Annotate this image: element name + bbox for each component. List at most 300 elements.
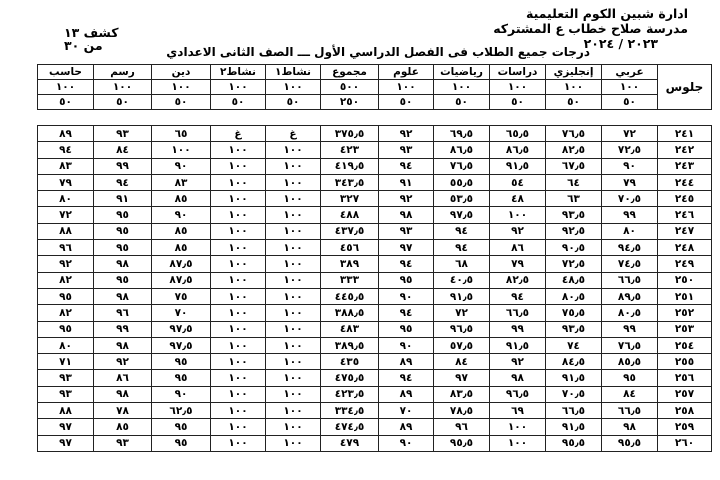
grade-cell: ٩٥ [379, 321, 434, 337]
grade-cell: ٨٢ [38, 272, 94, 288]
grade-cell: ٩٤ [94, 174, 152, 190]
student-row [38, 174, 712, 190]
academic-year: ٢٠٢٣ / ٢٠٢٤ [583, 36, 658, 51]
subject-header: إنجليزي [546, 65, 602, 80]
grade-cell: ١٠٠ [211, 191, 266, 207]
grade-cell: ٩٠ [152, 158, 211, 174]
grade-cell: ٣٣٤٫٥ [321, 403, 379, 419]
grade-cell: ٩٦ [94, 305, 152, 321]
grade-cell: ٩٥٫٥ [602, 435, 658, 451]
grade-cell: ٤٢٣٫٥ [321, 386, 379, 402]
grade-cell: ٧٥٫٥ [546, 305, 602, 321]
grade-cell: ١٠٠ [266, 403, 321, 419]
grade-cell: ٤٨ [490, 191, 546, 207]
seat-number-cell: ٢٥٢ [658, 305, 712, 321]
document-title: درجات جميع الطلاب فى الفصل الدراسي الأول ـــ الصف الثانى الاعدادي [166, 45, 590, 59]
grade-cell: ٩٥ [152, 435, 211, 451]
seat-number-cell: ٢٤٩ [658, 256, 712, 272]
grade-cell: ٩٠ [379, 288, 434, 304]
grade-cell: ٩٧٫٥ [434, 207, 490, 223]
grade-cell: ٧٩ [38, 174, 94, 190]
grade-cell: ١٠٠ [211, 142, 266, 158]
grade-cell: ٤٧٤٫٥ [321, 419, 379, 435]
grade-cell: ٩٠ [152, 386, 211, 402]
grade-cell: ٩٤ [379, 256, 434, 272]
grade-cell: ١٠٠ [211, 354, 266, 370]
grade-cell: ٨٤ [434, 354, 490, 370]
grade-cell: ٨٧٫٥ [152, 272, 211, 288]
seat-number-cell: ٢٥٧ [658, 386, 712, 402]
grade-cell: ٦٩٫٥ [434, 126, 490, 142]
grade-cell: ٣٣٣ [321, 272, 379, 288]
min-score-cell: ٢٥٠ [321, 95, 379, 110]
max-score-cell: ١٠٠ [266, 80, 321, 95]
grade-cell: ١٠٠ [266, 305, 321, 321]
grade-cell: ٩٥ [94, 272, 152, 288]
administration-name: ادارة شبين الكوم التعليمية [525, 6, 688, 21]
grade-cell: ٩٤ [379, 370, 434, 386]
grade-cell: ٣٨٨٫٥ [321, 305, 379, 321]
grade-cell: ١٠٠ [266, 240, 321, 256]
grade-cell: ٩٢ [38, 256, 94, 272]
grade-cell: ٦٥٫٥ [490, 126, 546, 142]
max-score-cell: ١٠٠ [38, 80, 94, 95]
grade-cell: ٣٢٧ [321, 191, 379, 207]
grade-cell: ١٠٠ [152, 142, 211, 158]
student-row [38, 354, 712, 370]
grade-cell: ٦٣ [546, 191, 602, 207]
grade-cell: ٨٥ [152, 191, 211, 207]
grade-cell: ١٠٠ [490, 207, 546, 223]
subject-header: نشاط٢ [211, 65, 266, 80]
student-row [38, 272, 712, 288]
grade-cell: ٩٥٫٥ [434, 435, 490, 451]
student-row [38, 321, 712, 337]
student-row [38, 337, 712, 353]
grade-cell: ٩٢ [379, 191, 434, 207]
min-score-cell: ٥٠ [434, 95, 490, 110]
grade-cell: ١٠٠ [211, 305, 266, 321]
student-row [38, 435, 712, 451]
grade-cell: ٨٣ [38, 158, 94, 174]
grade-cell: ٩٣٫٥ [546, 321, 602, 337]
grade-cell: ٧٩ [602, 174, 658, 190]
grade-cell: ٩١٫٥ [490, 337, 546, 353]
grades-table-header [37, 64, 712, 110]
grade-cell: ٩١٫٥ [490, 158, 546, 174]
grade-cell: ٧٦٫٥ [602, 337, 658, 353]
min-score-cell: ٥٠ [546, 95, 602, 110]
subject-header: دراسات [490, 65, 546, 80]
student-row [38, 256, 712, 272]
school-name: مدرسة صلاح خطاب ع المشتركه [493, 21, 688, 36]
seat-number-cell: ٢٥٤ [658, 337, 712, 353]
seat-number-cell: ٢٤٥ [658, 191, 712, 207]
grade-cell: ٩٨ [490, 370, 546, 386]
header-row-max [38, 80, 712, 95]
grade-cell: ١٠٠ [211, 158, 266, 174]
grade-cell: ٣٤٣٫٥ [321, 174, 379, 190]
grade-cell: ٨٩ [38, 126, 94, 142]
grade-cell: ٩١ [379, 174, 434, 190]
grade-cell: ٧٩ [490, 256, 546, 272]
grade-cell: ٩١٫٥ [546, 419, 602, 435]
grade-cell: ٩٥ [152, 354, 211, 370]
grade-cell: ٩٥ [94, 207, 152, 223]
student-row [38, 207, 712, 223]
grade-cell: ٨٦٫٥ [490, 142, 546, 158]
grade-cell: ٩٨ [94, 337, 152, 353]
max-score-cell: ١٠٠ [434, 80, 490, 95]
grade-cell: ٩٥ [152, 419, 211, 435]
grade-cell: ٧٠ [152, 305, 211, 321]
grade-cell: ٩٥ [152, 370, 211, 386]
grade-cell: ٩٠ [379, 337, 434, 353]
grade-cell: ١٠٠ [266, 337, 321, 353]
grade-cell: ٨٣ [152, 174, 211, 190]
grade-cell: غ [211, 126, 266, 142]
grade-cell: ٣٨٩ [321, 256, 379, 272]
sheet-total: من ٣٠ [64, 38, 103, 53]
grade-cell: ١٠٠ [211, 174, 266, 190]
student-row [38, 142, 712, 158]
max-score-cell: ١٠٠ [490, 80, 546, 95]
grade-cell: ٧٦٫٥ [546, 126, 602, 142]
grade-cell: ١٠٠ [266, 370, 321, 386]
max-score-cell: ١٠٠ [602, 80, 658, 95]
grade-cell: ٩٢ [490, 354, 546, 370]
grade-cell: ٦٤ [546, 174, 602, 190]
grade-cell: ٨٧٫٥ [152, 256, 211, 272]
grade-cell: ٧٢ [38, 207, 94, 223]
min-score-cell: ٥٠ [38, 95, 94, 110]
grade-cell: ٤٣٥ [321, 354, 379, 370]
grade-cell: ٧٢٫٥ [546, 256, 602, 272]
student-row [38, 419, 712, 435]
grade-cell: ٩٤ [434, 240, 490, 256]
grades-table [37, 125, 712, 452]
grade-cell: ٩٦ [38, 240, 94, 256]
grade-cell: ٩٤ [490, 288, 546, 304]
grade-cell: ٧٢ [602, 126, 658, 142]
grade-cell: ٨٤٫٥ [546, 354, 602, 370]
grade-cell: ١٠٠ [266, 272, 321, 288]
grade-cell: ٩٠ [602, 158, 658, 174]
grade-cell: ٨٨ [38, 403, 94, 419]
grade-cell: ٦٦٫٥ [602, 272, 658, 288]
grade-cell: ٩٩ [490, 321, 546, 337]
seat-number-cell: ٢٥٦ [658, 370, 712, 386]
grade-cell: ٤٢٣ [321, 142, 379, 158]
grade-cell: ٩٨ [94, 288, 152, 304]
grade-cell: ٦٦٫٥ [602, 403, 658, 419]
grade-cell: ٩٦٫٥ [434, 321, 490, 337]
grade-cell: ٨٩ [379, 386, 434, 402]
grade-cell: ١٠٠ [266, 158, 321, 174]
grade-cell: ٨٥٫٥ [602, 354, 658, 370]
grade-cell: ٧٠٫٥ [546, 386, 602, 402]
grade-cell: ٩٥٫٥ [546, 435, 602, 451]
min-score-cell: ٥٠ [266, 95, 321, 110]
grade-cell: ١٠٠ [266, 419, 321, 435]
grade-cell: ١٠٠ [211, 403, 266, 419]
min-score-cell: ٥٠ [490, 95, 546, 110]
max-score-cell: ١٠٠ [546, 80, 602, 95]
min-score-cell: ٥٠ [379, 95, 434, 110]
seat-number-header: جلوس [658, 65, 712, 110]
grade-cell: ٨٠ [602, 223, 658, 239]
grade-cell: ٦٩ [490, 403, 546, 419]
grade-cell: ٨٢٫٥ [546, 142, 602, 158]
grade-cell: ٨٩ [379, 419, 434, 435]
grade-cell: ٩٤ [434, 223, 490, 239]
grade-cell: ٩٣٫٥ [546, 207, 602, 223]
grade-cell: ٨٦ [490, 240, 546, 256]
grade-cell: ٤٠٫٥ [434, 272, 490, 288]
grade-cell: غ [266, 126, 321, 142]
grade-cell: ٨٠٫٥ [602, 305, 658, 321]
grade-cell: ٨٤ [94, 142, 152, 158]
seat-number-cell: ٢٤٦ [658, 207, 712, 223]
grade-cell: ٩٧ [38, 435, 94, 451]
grade-cell: ١٠٠ [211, 288, 266, 304]
grade-cell: ١٠٠ [211, 435, 266, 451]
grade-cell: ٨٤ [602, 386, 658, 402]
grade-cell: ٩٧ [38, 419, 94, 435]
grade-cell: ١٠٠ [211, 272, 266, 288]
grade-cell: ٩٢ [379, 126, 434, 142]
grade-cell: ٨٨ [38, 223, 94, 239]
grade-cell: ٩٥ [602, 370, 658, 386]
grade-cell: ٧٥ [152, 288, 211, 304]
grade-cell: ٤٧٩ [321, 435, 379, 451]
sheet-number: كشف ١٣ [64, 25, 119, 40]
subject-header: نشاط١ [266, 65, 321, 80]
grade-cell: ١٠٠ [266, 191, 321, 207]
grade-cell: ٩٩ [602, 207, 658, 223]
grade-cell: ٧٦٫٥ [434, 158, 490, 174]
seat-number-cell: ٢٤٢ [658, 142, 712, 158]
min-score-cell: ٥٠ [602, 95, 658, 110]
grade-cell: ٣٧٥٫٥ [321, 126, 379, 142]
grade-cell: ١٠٠ [266, 354, 321, 370]
grade-cell: ٩٥ [38, 321, 94, 337]
grade-cell: ٩٣ [94, 435, 152, 451]
grade-cell: ٩٨ [94, 256, 152, 272]
seat-number-cell: ٢٤١ [658, 126, 712, 142]
grade-cell: ٨٦ [94, 370, 152, 386]
grade-cell: ٩٥ [379, 272, 434, 288]
grade-cell: ١٠٠ [211, 419, 266, 435]
max-score-cell: ١٠٠ [94, 80, 152, 95]
grade-cell: ١٠٠ [211, 386, 266, 402]
grade-cell: ٤١٩٫٥ [321, 158, 379, 174]
grade-cell: ٩٦ [434, 419, 490, 435]
grade-cell: ٧٨ [94, 403, 152, 419]
grade-cell: ٩٤٫٥ [602, 240, 658, 256]
min-score-cell: ٥٠ [152, 95, 211, 110]
max-score-cell: ١٠٠ [379, 80, 434, 95]
grade-cell: ٨٥ [152, 240, 211, 256]
grade-cell: ٦٦٫٥ [490, 305, 546, 321]
grade-cell: ٩٠ [379, 435, 434, 451]
grade-cell: ٤٨٫٥ [546, 272, 602, 288]
header-row-subjects [38, 65, 712, 80]
grade-cell: ٦٥ [152, 126, 211, 142]
max-score-cell: ١٠٠ [211, 80, 266, 95]
grade-cell: ٩٥ [94, 223, 152, 239]
grade-cell: ٨٦٫٥ [434, 142, 490, 158]
grade-cell: ٨٩٫٥ [602, 288, 658, 304]
grade-cell: ٤٧٥٫٥ [321, 370, 379, 386]
seat-number-cell: ٢٥٣ [658, 321, 712, 337]
grade-cell: ١٠٠ [266, 288, 321, 304]
grade-cell: ٩٣ [379, 223, 434, 239]
grade-cell: ٩٢ [490, 223, 546, 239]
seat-number-cell: ٢٥٨ [658, 403, 712, 419]
grade-cell: ٩١٫٥ [546, 370, 602, 386]
grade-cell: ٧٤٫٥ [602, 256, 658, 272]
subject-header: عربي [602, 65, 658, 80]
grade-cell: ١٠٠ [266, 223, 321, 239]
grade-cell: ٧٠ [379, 403, 434, 419]
subject-header: رسم [94, 65, 152, 80]
student-row [38, 191, 712, 207]
grade-cell: ٥٣٫٥ [434, 191, 490, 207]
grade-cell: ٩٤ [379, 305, 434, 321]
grade-cell: ١٠٠ [211, 223, 266, 239]
seat-number-cell: ٢٥٩ [658, 419, 712, 435]
grade-cell: ٩٥ [38, 288, 94, 304]
grade-cell: ٩٢٫٥ [546, 223, 602, 239]
grade-cell: ٧٠٫٥ [602, 191, 658, 207]
grade-cell: ٨٠ [38, 337, 94, 353]
grade-cell: ٩٩ [94, 158, 152, 174]
grade-cell: ٥٤ [490, 174, 546, 190]
sheet-counter [64, 26, 119, 52]
grade-cell: ٥٧٫٥ [434, 337, 490, 353]
grade-cell: ٧٢٫٥ [602, 142, 658, 158]
subject-header: رياضيات [434, 65, 490, 80]
grade-cell: ٩٢ [94, 354, 152, 370]
grade-cell: ٩٧٫٥ [152, 321, 211, 337]
grade-cell: ١٠٠ [211, 240, 266, 256]
seat-number-cell: ٢٥١ [658, 288, 712, 304]
grade-cell: ٩٧ [379, 240, 434, 256]
student-row [38, 126, 712, 142]
grade-cell: ٩٩ [602, 321, 658, 337]
grade-cell: ١٠٠ [490, 435, 546, 451]
grade-cell: ٩٣ [94, 126, 152, 142]
seat-number-cell: ٢٥٠ [658, 272, 712, 288]
grade-cell: ١٠٠ [211, 256, 266, 272]
grade-cell: ٩٥ [94, 240, 152, 256]
grade-cell: ١٠٠ [266, 174, 321, 190]
min-score-cell: ٥٠ [94, 95, 152, 110]
grade-cell: ٩٩ [94, 321, 152, 337]
seat-number-cell: ٢٥٥ [658, 354, 712, 370]
seat-number-cell: ٢٤٨ [658, 240, 712, 256]
grade-cell: ٩٧٫٥ [152, 337, 211, 353]
student-row [38, 386, 712, 402]
grade-cell: ٣٨٩٫٥ [321, 337, 379, 353]
student-row [38, 240, 712, 256]
grade-cell: ١٠٠ [266, 142, 321, 158]
grade-cell: ٨٢٫٥ [490, 272, 546, 288]
seat-number-cell: ٢٤٤ [658, 174, 712, 190]
grade-cell: ٧١ [38, 354, 94, 370]
grade-cell: ١٠٠ [266, 386, 321, 402]
student-row [38, 288, 712, 304]
max-score-cell: ١٠٠ [152, 80, 211, 95]
grade-cell: ٩٨ [94, 386, 152, 402]
grade-cell: ٤٨٨ [321, 207, 379, 223]
grade-cell: ٦٦٫٥ [546, 403, 602, 419]
student-row [38, 370, 712, 386]
grade-cell: ٤٣٧٫٥ [321, 223, 379, 239]
header-row-min [38, 95, 712, 110]
grade-cell: ٨٥ [152, 223, 211, 239]
grade-cell: ٩٠ [152, 207, 211, 223]
student-row [38, 305, 712, 321]
grade-cell: ٧٤ [546, 337, 602, 353]
grade-cell: ٥٥٫٥ [434, 174, 490, 190]
seat-number-cell: ٢٤٣ [658, 158, 712, 174]
grade-cell: ٨٠٫٥ [546, 288, 602, 304]
grade-cell: ١٠٠ [211, 370, 266, 386]
grade-cell: ١٠٠ [266, 435, 321, 451]
grade-cell: ٩٨ [379, 207, 434, 223]
grade-cell: ٩٤ [379, 158, 434, 174]
subject-header: دين [152, 65, 211, 80]
grade-cell: ٨٠ [38, 191, 94, 207]
grade-cell: ٨٩ [379, 354, 434, 370]
grade-cell: ٤٤٥٫٥ [321, 288, 379, 304]
grade-cell: ٩٤ [38, 142, 94, 158]
seat-number-cell: ٢٤٧ [658, 223, 712, 239]
grade-cell: ٤٥٦ [321, 240, 379, 256]
grade-cell: ٩٣ [38, 370, 94, 386]
grade-cell: ٧٢ [434, 305, 490, 321]
subject-header: حاسب [38, 65, 94, 80]
grade-cell: ١٠٠ [211, 207, 266, 223]
grade-cell: ٩٧ [434, 370, 490, 386]
grade-cell: ٨٢ [38, 305, 94, 321]
subject-header: علوم [379, 65, 434, 80]
grade-cell: ١٠٠ [266, 207, 321, 223]
grade-cell: ٩١ [94, 191, 152, 207]
grade-cell: ٨٣٫٥ [434, 386, 490, 402]
min-score-cell: ٥٠ [211, 95, 266, 110]
grade-cell: ١٠٠ [211, 321, 266, 337]
subject-header: مجموع [321, 65, 379, 80]
grade-cell: ١٠٠ [266, 256, 321, 272]
grade-cell: ٩٨ [602, 419, 658, 435]
grade-cell: ٨٥ [94, 419, 152, 435]
grade-cell: ٤٨٣ [321, 321, 379, 337]
grade-cell: ٩٣ [38, 386, 94, 402]
grade-cell: ٩٠٫٥ [546, 240, 602, 256]
grade-cell: ٦٢٫٥ [152, 403, 211, 419]
seat-number-cell: ٢٦٠ [658, 435, 712, 451]
grade-cell: ١٠٠ [266, 321, 321, 337]
grade-cell: ٧٨٫٥ [434, 403, 490, 419]
grade-cell: ١٠٠ [490, 419, 546, 435]
grade-cell: ٦٨ [434, 256, 490, 272]
student-row [38, 223, 712, 239]
grade-cell: ٩٣ [379, 142, 434, 158]
student-row [38, 158, 712, 174]
